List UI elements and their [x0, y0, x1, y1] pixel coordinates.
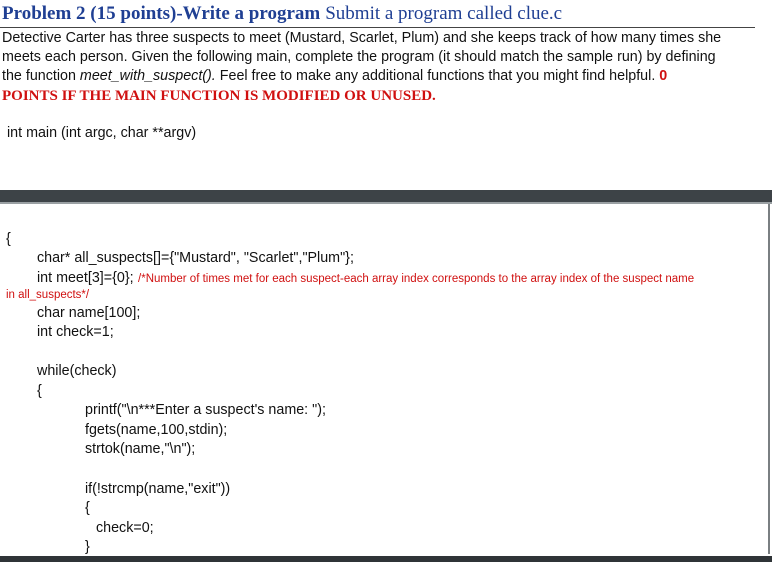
description-line-1: Detective Carter has three suspects to meet (Mustard, Scarlet, Plum) and she keeps track of how many times she — [2, 30, 722, 46]
meet-comment: /*Number of times met for each suspect-each array index corresponds to the array index of the suspect name — [138, 273, 695, 285]
meet-comment-continued: in all_suspects*/ — [6, 289, 90, 301]
warning-text: POINTS IF THE MAIN FUNCTION IS MODIFIED OR UNUSED. — [2, 88, 436, 104]
if-close-brace: } — [85, 539, 90, 555]
problem-subtitle: Submit a program called clue.c — [325, 3, 563, 24]
frame-right-border — [768, 204, 770, 554]
description-line-3-pre: the function — [2, 68, 80, 84]
main-signature: int main (int argc, char **argv) — [7, 125, 197, 141]
strtok-statement: strtok(name,"\n"); — [85, 441, 196, 457]
while-statement: while(check) — [37, 363, 117, 379]
if-open-brace: { — [85, 500, 90, 516]
fgets-statement: fgets(name,100,stdin); — [85, 422, 228, 438]
meet-declaration-line — [37, 269, 694, 287]
zero-points: 0 — [659, 68, 668, 84]
name-declaration: char name[100]; — [37, 305, 141, 321]
function-name: meet_with_suspect(). — [79, 68, 216, 84]
problem-title: Problem 2 (15 points)-Write a program — [2, 3, 321, 24]
description-line-3-post: Feel free to make any additional functions that you might find helpful. — [215, 68, 660, 84]
description-line-2: meets each person. Given the following main, complete the program (it should match the sample run) by defining — [2, 49, 716, 65]
separator-bar-shadow — [0, 202, 772, 204]
if-statement: if(!strcmp(name,"exit")) — [85, 481, 231, 497]
suspects-declaration: char* all_suspects[]={"Mustard", "Scarlet","Plum"}; — [37, 250, 354, 266]
check-declaration: int check=1; — [37, 324, 114, 340]
printf-statement: printf("\n***Enter a suspect's name: "); — [85, 402, 326, 418]
heading-rule — [0, 27, 755, 28]
problem-heading — [2, 3, 562, 25]
while-open-brace: { — [37, 383, 42, 399]
separator-bar — [0, 190, 772, 202]
check-assignment: check=0; — [96, 520, 154, 536]
description-line-3 — [2, 68, 667, 84]
meet-declaration: int meet[3]={0}; — [37, 270, 134, 286]
bottom-bar — [0, 556, 772, 562]
main-open-brace: { — [6, 231, 11, 247]
